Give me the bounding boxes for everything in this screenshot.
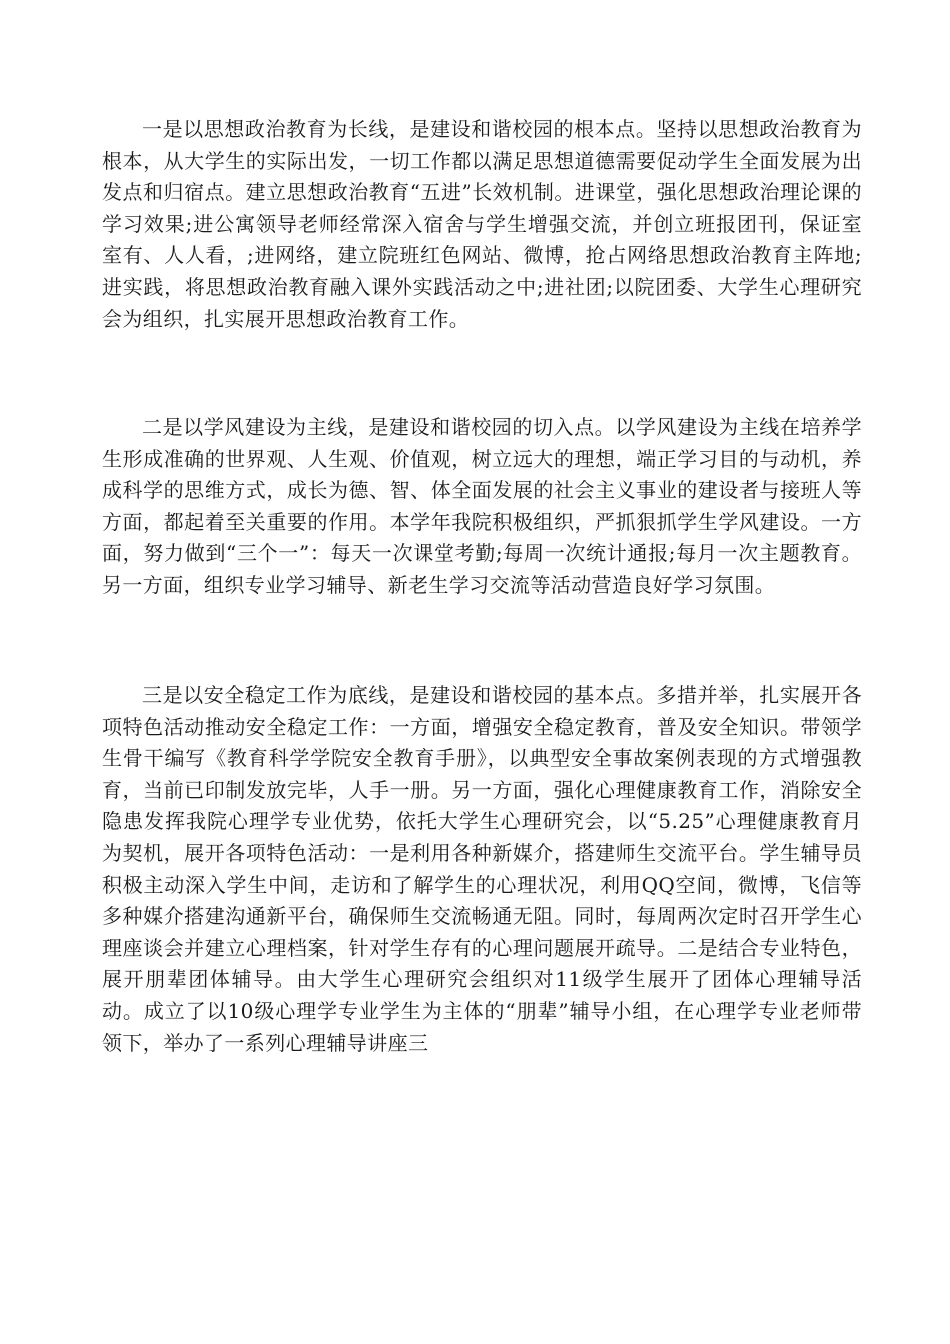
paragraph-safety-stability: 三是以安全稳定工作为底线，是建设和谐校园的基本点。多措并举，扎实展开各项特色活动推动安全稳定工作：一方面，增强安全稳定教育，普及安全知识。带领学生骨干编写《教育科学学院安全教育手册》，以典型安全事故案例表现的方式增强教育，当前已印制发放完毕，人手一册。另一方面，强化心理健康教育工作，消除安全隐患发挥我院心理学专业优势，依托大学生心理研究会，以“5.25”心理健康教育月为契机，展开各项特色活动：一是利用各种新媒介，搭建师生交流平台。学生辅导员积极主动深入学生中间，走访和了解学生的心理状况，利用QQ空间，微博，飞信等多种媒介搭建沟通新平台，确保师生交流畅通无阻。同时，每周两次定时召开学生心理座谈会并建立心理档案，针对学生存有的心理问题展开疏导。二是结合专业特色，展开朋辈团体辅导。由大学生心理研究会组织对11级学生展开了团体心理辅导活动。成立了以10级心理学专业学生为主体的“朋辈”辅导小组，在心理学专业老师带领下，举办了一系列心理辅导讲座三	[102, 683, 862, 1055]
paragraph-study-style: 二是以学风建设为主线，是建设和谐校园的切入点。以学风建设为主线在培养学生形成准确的世界观、人生观、价值观，树立远大的理想，端正学习目的与动机，养成科学的思维方式，成长为德、智、体全面发展的社会主义事业的建设者与接班人等方面，都起着至关重要的作用。本学年我院积极组织，严抓狠抓学生学风建设。一方面，努力做到“三个一”：每天一次课堂考勤;每周一次统计通报;每月一次主题教育。另一方面，组织专业学习辅导、新老生学习交流等活动营造良好学习氛围。	[102, 415, 862, 597]
paragraph-ideological-education: 一是以思想政治教育为长线，是建设和谐校园的根本点。坚持以思想政治教育为根本，从大学生的实际出发，一切工作都以满足思想道德需要促动学生全面发展为出发点和归宿点。建立思想政治教育“五进”长效机制。进课堂，强化思想政治理论课的学习效果;进公寓领导老师经常深入宿舍与学生增强交流，并创立班报团刊，保证室室有、人人看，;进网络，建立院班红色网站、微博，抢占网络思想政治教育主阵地;进实践，将思想政治教育融入课外实践活动之中;进社团;以院团委、大学生心理研究会为组织，扎实展开思想政治教育工作。	[102, 117, 862, 331]
